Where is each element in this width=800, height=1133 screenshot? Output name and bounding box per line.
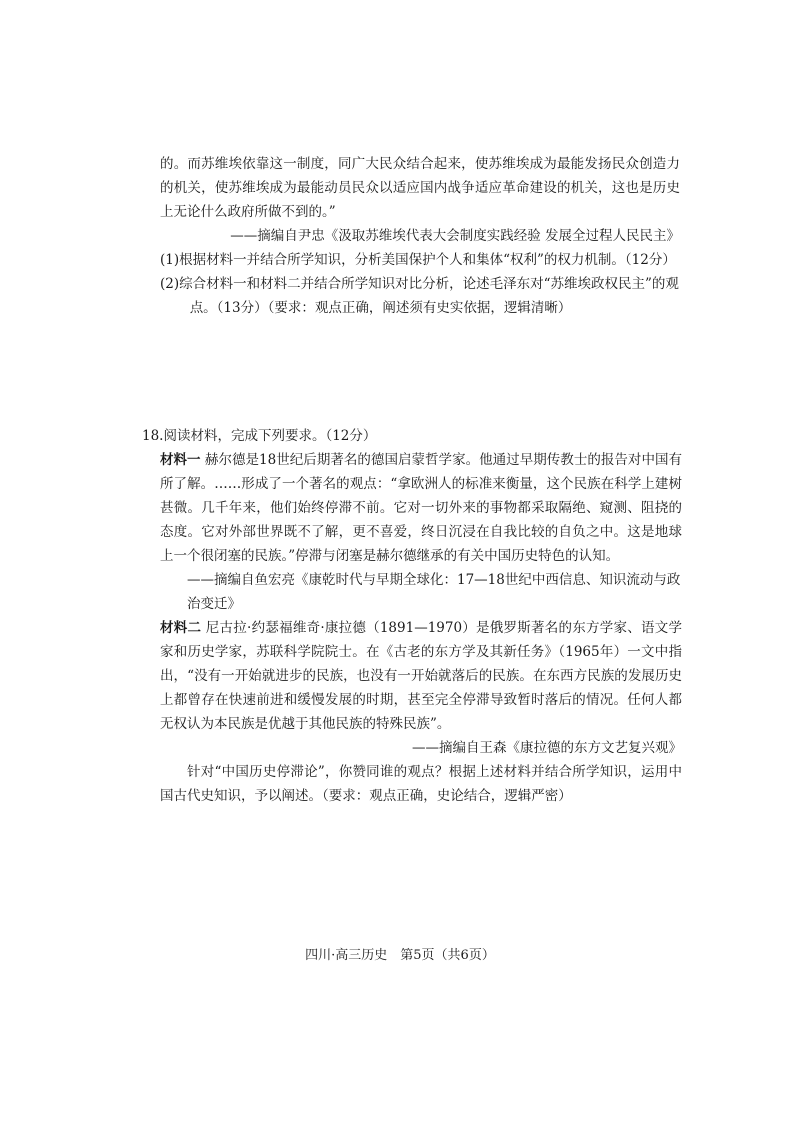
top-section	[160, 152, 680, 320]
question-17-2: (2)综合材料一和材料二并结合所学知识对比分析，论述毛泽东对“苏维埃政权民主”的观点。（13分）（要求：观点正确，阐述须有史实依据，逻辑清晰）	[160, 276, 679, 316]
material-1-source: ——摘编自鱼宏亮《康乾时代与早期全球化：17—18世纪中西信息、知识流动与政治变迁》	[187, 572, 681, 612]
question-18-header: 18.阅读材料，完成下列要求。（12分）	[142, 428, 377, 444]
material-2-text: 尼古拉·约瑟福维奇·康拉德（1891—1970）是俄罗斯著名的东方学家、语文学家和历史学家，苏联科学院院士。在《古老的东方学及其新任务》（1965年）一文中指出，“没有一开始就进步的民族，也没有一开始就落后的民族。在东西方民族的发展历史上都曾存在快速前进和缓慢发展的时期，甚至完全停滞导致暂时落后的情况。任何人都无权认为本民族是优越于其他民族的特殊民族”。	[160, 620, 683, 732]
material-source: ——摘编自尹忠《汲取苏维埃代表大会制度实践经验 发展全过程人民民主》	[230, 228, 680, 244]
material-2-label: 材料二	[160, 620, 202, 636]
question-18	[142, 424, 682, 808]
question-18-task: 针对“中国历史停滞论”，你赞同谁的观点？根据上述材料并结合所学知识，运用中国古代史知识，予以阐述。（要求：观点正确，史论结合，逻辑严密）	[160, 764, 682, 804]
material-1-text: 赫尔德是18世纪后期著名的德国启蒙哲学家。他通过早期传教士的报告对中国有所了解。……形成了一个著名的观点：“拿欧洲人的标准来衡量，这个民族在科学上建树甚微。几千年来，他们始终停滞不前。它对一切外来的事物都采取隔绝、窥测、阻挠的态度。它对外部世界既不了解，更不喜爱，终日沉浸在自我比较的自负之中。这是地球上一个很闭塞的民族。”停滞与闭塞是赫尔德继承的有关中国历史特色的认知。	[160, 452, 683, 564]
page-footer: 四川·高三历史 第5页（共6页）	[305, 948, 495, 963]
material-1-label: 材料一	[160, 452, 201, 468]
material-tail-text: 的。而苏维埃依靠这一制度，同广大民众结合起来，使苏维埃成为最能发扬民众创造力的机关，使苏维埃成为最能动员民众以适应国内战争适应革命建设的机关，这也是历史上无论什么政府所做不到的。”	[160, 156, 680, 220]
question-18-body	[142, 448, 682, 808]
material-2-source: ——摘编自王森《康拉德的东方文艺复兴观》	[412, 740, 682, 756]
question-17-1: (1)根据材料一并结合所学知识，分析美国保护个人和集体“权利”的权力机制。（12分）	[160, 252, 676, 268]
